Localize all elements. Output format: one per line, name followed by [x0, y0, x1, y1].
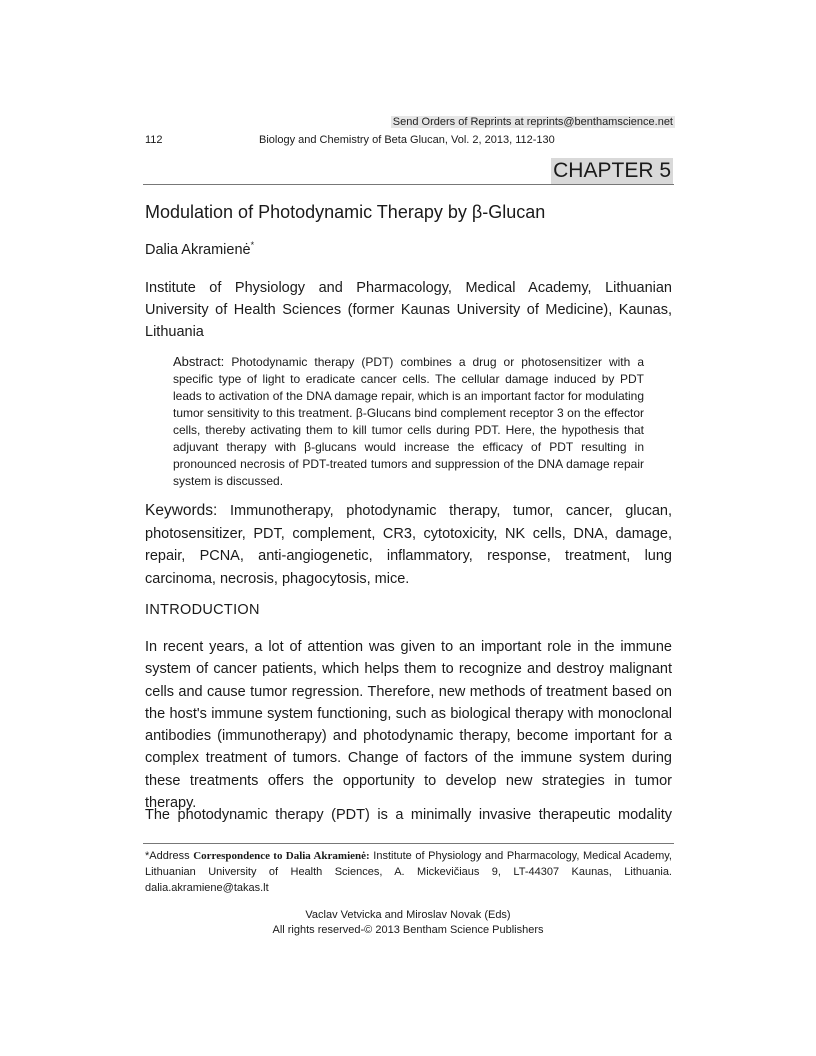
article-title: Modulation of Photodynamic Therapy by β-Glucan	[145, 202, 546, 222]
author-affiliation: Institute of Physiology and Pharmacology, Medical Academy, Lithuanian University of Health Sciences (former Kaunas University of Medicine), Kaunas, Lithuania	[145, 280, 672, 340]
keywords-text: Immunotherapy, photodynamic therapy, tumor, cancer, glucan, photosensitizer, PDT, complement, CR3, cytotoxicity, NK cells, DNA, damage, repair, PCNA, anti-angiogenetic, inflammatory, response, treatment, lung carcinoma, necrosis, phagocytosis, mice.	[145, 503, 672, 587]
footnote-prefix: *Address	[145, 850, 190, 862]
reprints-notice: Send Orders of Reprints at reprints@benthamscience.net	[392, 116, 673, 128]
intro-paragraph-1: In recent years, a lot of attention was given to an important role in the immune system of cancer patients, which helps them to recognize and destroy malignant cells and cause tumor regression. Therefore, new methods of treatment based on the host's immune system functioning, such as biological therapy with monoclonal antibodies (immunotherapy) and photodynamic therapy, become important for a complex treatment of tumors. Change of factors of the immune system during these treatments offers the opportunity to develop new strategies in tumor therapy.	[145, 639, 672, 812]
journal-citation: Biology and Chemistry of Beta Glucan, Vol. 2, 2013, 112-130	[259, 134, 555, 146]
footnote-rule	[143, 843, 674, 844]
page-footer	[0, 908, 816, 938]
page-number: 112	[145, 134, 163, 146]
abstract	[173, 353, 644, 490]
editors-line: Vaclav Vetvicka and Miroslav Novak (Eds)	[305, 909, 511, 921]
footnote-text: Institute of Physiology and Pharmacology, Medical Academy, Lithuanian University of Health Sciences, A. Mickevičiaus 9, LT-44307 Kaunas, Lithuania. dalia.akramiene@takas.lt	[145, 850, 672, 894]
header-rule	[143, 184, 674, 185]
correspondence-footnote	[145, 848, 672, 896]
footnote-bold: Correspondence to Dalia Akramienė:	[193, 850, 370, 862]
keywords	[145, 500, 672, 590]
author-text: Dalia Akramienė	[145, 241, 251, 258]
author-footnote-mark: *	[250, 240, 255, 250]
abstract-label: Abstract:	[173, 354, 225, 369]
author-name	[145, 240, 254, 258]
rights-line: All rights reserved-© 2013 Bentham Science Publishers	[272, 924, 544, 936]
abstract-text: Photodynamic therapy (PDT) combines a drug or photosensitizer with a specific type of light to eradicate cancer cells. The cellular damage induced by PDT leads to activation of the DNA damage repair, which is an important factor for modulating tumor sensitivity to this treatment. β-Glucans bind complement receptor 3 on the effector cells, thereby activating them to kill tumor cells during PDT. Here, the hypothesis that adjuvant therapy with β-glucans would increase the efficacy of PDT resulting in pronounced necrosis of PDT-treated tumors and suppression of the DNA damage repair system is discussed.	[173, 355, 644, 488]
chapter-label: CHAPTER 5	[553, 159, 671, 182]
section-heading-introduction: INTRODUCTION	[145, 602, 260, 618]
keywords-label: Keywords:	[145, 502, 218, 519]
intro-paragraph-2: The photodynamic therapy (PDT) is a minimally invasive therapeutic modality	[145, 807, 672, 823]
